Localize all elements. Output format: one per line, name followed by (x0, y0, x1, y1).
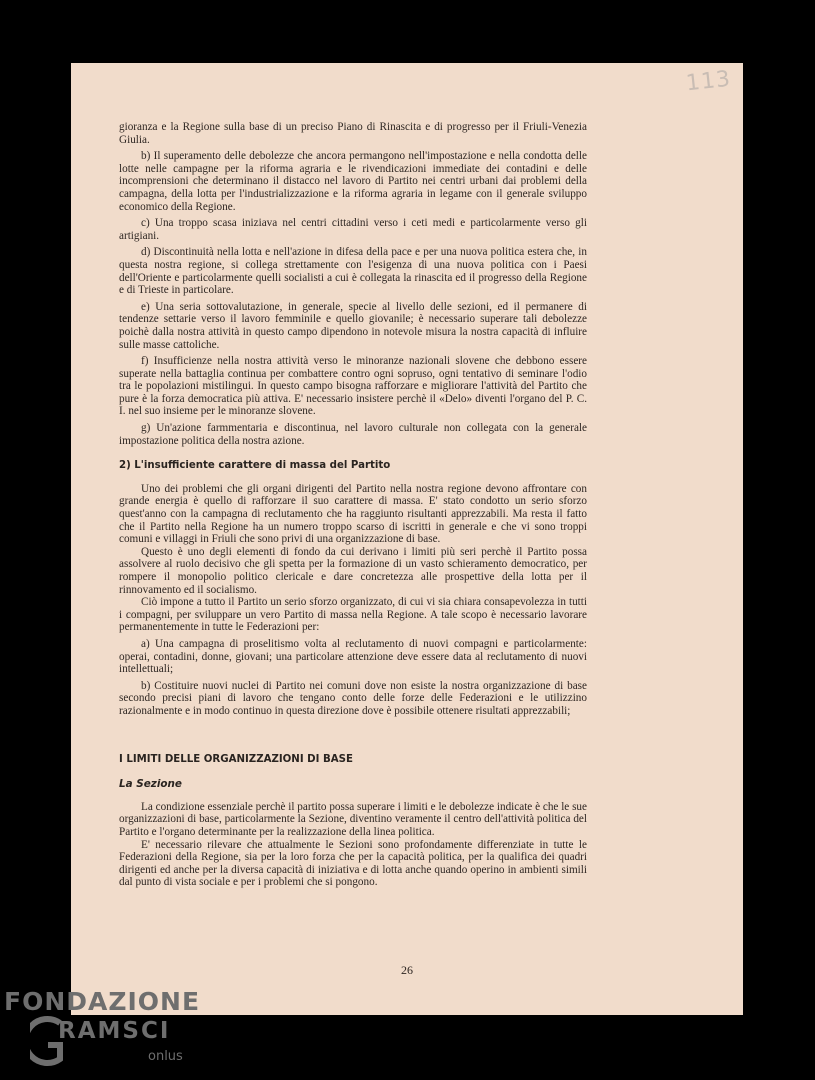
paragraph: Ciò impone a tutto il Partito un serio sforzo organizzato, di cui vi sia chiara consapevolezza in tutti i compagni, per sviluppare un vero Partito di massa nella Regione. A tale scopo è necessario lavorare permanentemente in tutte le Federazioni per: (119, 596, 587, 634)
paragraph: f) Insufficienze nella nostra attività verso le minoranze nazionali slovene che debbono essere superate nella battaglia continua per combattere contro ogni sopruso, ogni tentativo di seminare l'odio tra le popolazioni mistilingui. In questo campo bisogna rafforzare e migliorare l'attività del Partito che pure è la forza democratica più attiva. E' necessario insistere perchè il «Delo» diventi l'organo del P. C. I. nel suo insieme per le minoranze slovene. (119, 355, 587, 418)
paragraph: g) Un'azione farmmentaria e discontinua, nel lavoro culturale non collegata con la generale impostazione politica della nostra azione. (119, 422, 587, 447)
document-body (119, 121, 587, 893)
paragraph: gioranza e la Regione sulla base di un preciso Piano di Rinascita e di progresso per il Friuli-Venezia Giulia. (119, 121, 587, 146)
section-heading: 2) L'insufficiente carattere di massa del Partito (119, 460, 391, 472)
fondazione-gramsci-logo (0, 985, 230, 1080)
paragraph: E' necessario rilevare che attualmente le Sezioni sono profondamente differenziate in tutte le Federazioni della Regione, sia per la loro forza che per la capacità politica, per la qualifica dei quadri dirigenti ed anche per la diversa capacità di iniziativa e di lotta anche quando operino in ambienti simili dal punto di vista sociale e per i problemi che si pongono. (119, 838, 587, 889)
paragraph: Questo è uno degli elementi di fondo da cui derivano i limiti più seri perchè il Partito possa assolvere al ruolo decisivo che gli spetta per la formazione di un vasto schieramento democratico, per rompere il monopolio politico clericale e dare concretezza alle prospettive della lotta per il rinnovamento ed il socialismo. (119, 545, 587, 596)
paragraph: b) Il superamento delle debolezze che ancora permangono nell'impostazione e nella condotta delle lotte nelle campagne per la riforma agraria e le rivendicazioni immediate dei contadini e delle incomprensioni che determinano il distacco nel lavoro di Partito nei centri urbani dai problemi della campagna, della lotta per l'industrializzazione e la riforma agraria in legame con il generale sviluppo economico della Regione. (119, 150, 587, 213)
logo-line-2: RAMSCI (58, 1018, 171, 1044)
handwritten-folio-number: 113 (684, 66, 733, 97)
document-page (71, 63, 743, 1015)
subheading: La Sezione (119, 778, 182, 791)
paragraph: Uno dei problemi che gli organi dirigenti del Partito nella nostra regione devono affrontare con grande energia è quello di rafforzare il suo carattere di massa. E' stato condotto un serio sforzo quest'anno con la campagna di reclutamento che ha raggiunto risultanti apprezzabili. Ma resta il fatto che il Partito nella Regione ha un numero troppo scarso di iscritti in generale e che vi sono troppi comuni e villaggi in Friuli che sono privi di una organizzazione di base. (119, 482, 587, 546)
logo-line-1: FONDAZIONE (4, 987, 201, 1016)
paragraph: b) Costituire nuovi nuclei di Partito nei comuni dove non esiste la nostra organizzazione di base secondo precisi piani di lavoro che tengano conto delle forze delle Federazioni e le utilizzino razionalmente e in modo continuo in questa direzione dove è possibile ottenere risultati apprezzabili; (119, 679, 587, 717)
paragraph: a) Una campagna di proselitismo volta al reclutamento di nuovi compagni e particolarmente: operai, contadini, donne, giovani; una particolare attenzione deve essere data al reclutamento di nuovi intellettuali; (119, 637, 587, 676)
paragraph: c) Una troppo scasa iniziava nel centri cittadini verso i ceti medi e particolarmente verso gli artigiani. (119, 217, 587, 242)
paragraph: e) Una seria sottovalutazione, in generale, specie al livello delle sezioni, ed il permanere di tendenze settarie verso il lavoro femminile e quello giovanile; è necessario superare tali debolezze poichè dalla nostra attività in questo campo dipendono in notevole misura la nostra capacità di influire sulle masse cattoliche. (119, 300, 587, 351)
paragraph: d) Discontinuità nella lotta e nell'azione in difesa della pace e per una nuova politica estera che, in questa nostra regione, si collega strettamente con l'esigenza di una nuova politica con i Paesi dell'Oriente e particolarmente quelli socialisti a cui è collegata la rinascita ed il progresso della Regione e di Trieste in particolare. (119, 246, 587, 297)
paragraph: La condizione essenziale perchè il partito possa superare i limiti e le debolezze indicate è che le sue organizzazioni di base, particolarmente la Sezione, diventino veramente il centro dell'attività politica del Partito e l'organo determinante per la realizzazione della linea politica. (119, 800, 587, 838)
page-number: 26 (401, 963, 413, 977)
chapter-title: I LIMITI DELLE ORGANIZZAZIONI DI BASE (119, 753, 353, 765)
logo-line-3: onlus (148, 1049, 183, 1064)
